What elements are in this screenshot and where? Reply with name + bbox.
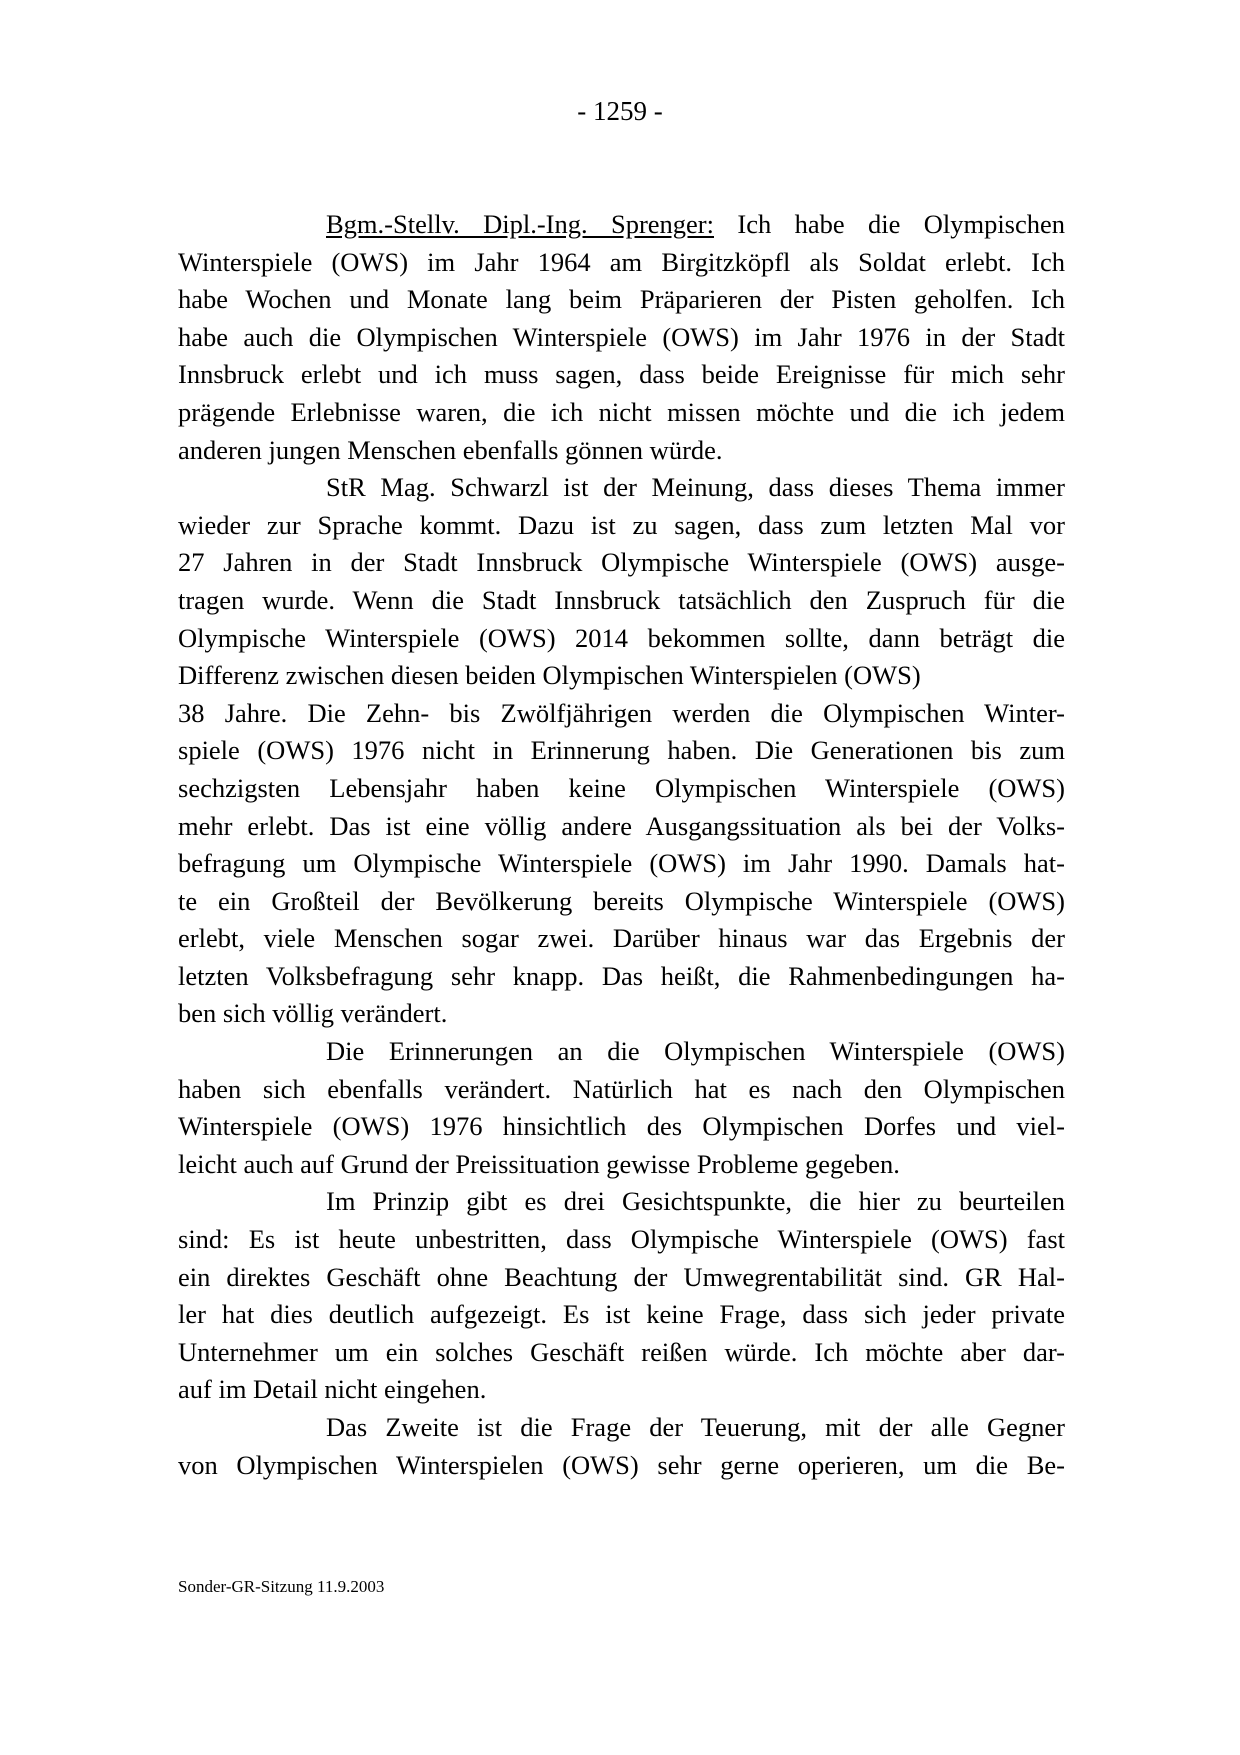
paragraph-line: sechzigsten Lebensjahr haben keine Olympischen Winterspiele (OWS) — [178, 772, 1065, 803]
paragraph-line: auf im Detail nicht eingehen. — [178, 1374, 487, 1405]
paragraph-line: haben sich ebenfalls verändert. Natürlich hat es nach den Olympischen — [178, 1073, 1065, 1104]
paragraph-line: Innsbruck erlebt und ich muss sagen, dass beide Ereignisse für mich sehr — [178, 359, 1065, 390]
paragraph-line: Differenz zwischen diesen beiden Olympischen Winterspielen (OWS) — [178, 660, 921, 691]
paragraph-sprenger — [178, 206, 1065, 469]
paragraph-line: Im Prinzip gibt es drei Gesichtspunkte, die hier zu beurteilen — [326, 1186, 1065, 1217]
paragraph-line: 27 Jahren in der Stadt Innsbruck Olympische Winterspiele (OWS) ausge- — [178, 547, 1065, 578]
paragraph-line: leicht auch auf Grund der Preissituation gewisse Probleme gegeben. — [178, 1148, 900, 1179]
paragraph-erinnerungen — [178, 1033, 1065, 1183]
paragraph-line: befragung um Olympische Winterspiele (OWS) im Jahr 1990. Damals hat- — [178, 848, 1065, 879]
paragraph-line: Olympische Winterspiele (OWS) 2014 bekommen sollte, dann beträgt die — [178, 622, 1065, 653]
paragraph-schwarzl — [178, 469, 1065, 1033]
paragraph-line: habe auch die Olympischen Winterspiele (OWS) im Jahr 1976 in der Stadt — [178, 321, 1065, 352]
paragraph-line: habe Wochen und Monate lang beim Präparieren der Pisten geholfen. Ich — [178, 284, 1065, 315]
paragraph-line: Winterspiele (OWS) im Jahr 1964 am Birgitzköpfl als Soldat erlebt. Ich — [178, 246, 1065, 277]
page-number: - 1259 - — [577, 96, 663, 126]
paragraph-line: tragen wurde. Wenn die Stadt Innsbruck tatsächlich den Zuspruch für die — [178, 584, 1065, 615]
speaker-name: Bgm.-Stellv. Dipl.-Ing. Sprenger: — [326, 209, 714, 239]
paragraph-line: Das Zweite ist die Frage der Teuerung, mit der alle Gegner — [326, 1412, 1065, 1442]
paragraph-line: sind: Es ist heute unbestritten, dass Olympische Winterspiele (OWS) fast — [178, 1224, 1065, 1255]
paragraph-line: ben sich völlig verändert. — [178, 998, 448, 1029]
paragraph-line: anderen jungen Menschen ebenfalls gönnen würde. — [178, 434, 723, 465]
paragraph-teuerung — [178, 1409, 1065, 1484]
paragraph-line: wieder zur Sprache kommt. Dazu ist zu sagen, dass zum letzten Mal vor — [178, 509, 1065, 540]
paragraph-line: te ein Großteil der Bevölkerung bereits Olympische Winterspiele (OWS) — [178, 885, 1065, 916]
paragraph-line: 38 Jahre. Die Zehn- bis Zwölfjährigen werden die Olympischen Winter- — [178, 697, 1065, 728]
body-text — [178, 206, 1065, 1484]
paragraph-line: Bgm.-Stellv. Dipl.-Ing. Sprenger: Ich habe die Olympischen — [326, 209, 1066, 239]
paragraph-line: erlebt, viele Menschen sogar zwei. Darüber hinaus war das Ergebnis der — [178, 923, 1065, 954]
paragraph-line: spiele (OWS) 1976 nicht in Erinnerung haben. Die Generationen bis zum — [178, 735, 1065, 766]
paragraph-line: letzten Volksbefragung sehr knapp. Das heißt, die Rahmenbedingungen ha- — [178, 960, 1065, 991]
paragraph-line: Unternehmer um ein solches Geschäft reißen würde. Ich möchte aber dar- — [178, 1336, 1065, 1367]
paragraph-gesichtspunkte — [178, 1183, 1065, 1409]
paragraph-line: mehr erlebt. Das ist eine völlig andere Ausgangssituation als bei der Volks- — [178, 810, 1065, 841]
paragraph-line: Winterspiele (OWS) 1976 hinsichtlich des Olympischen Dorfes und viel- — [178, 1111, 1065, 1142]
paragraph-line: Die Erinnerungen an die Olympischen Winterspiele (OWS) — [326, 1036, 1065, 1067]
paragraph-line: StR Mag. Schwarzl ist der Meinung, dass dieses Thema immer — [326, 472, 1065, 503]
footer-session-label: Sonder-GR-Sitzung 11.9.2003 — [178, 1577, 385, 1596]
paragraph-line: ler hat dies deutlich aufgezeigt. Es ist keine Frage, dass sich jeder private — [178, 1299, 1065, 1330]
paragraph-line: von Olympischen Winterspielen (OWS) sehr gerne operieren, um die Be- — [178, 1449, 1065, 1480]
paragraph-line: prägende Erlebnisse waren, die ich nicht missen möchte und die ich jedem — [178, 396, 1065, 427]
paragraph-line: ein direktes Geschäft ohne Beachtung der Umwegrentabilität sind. GR Hal- — [178, 1261, 1065, 1292]
